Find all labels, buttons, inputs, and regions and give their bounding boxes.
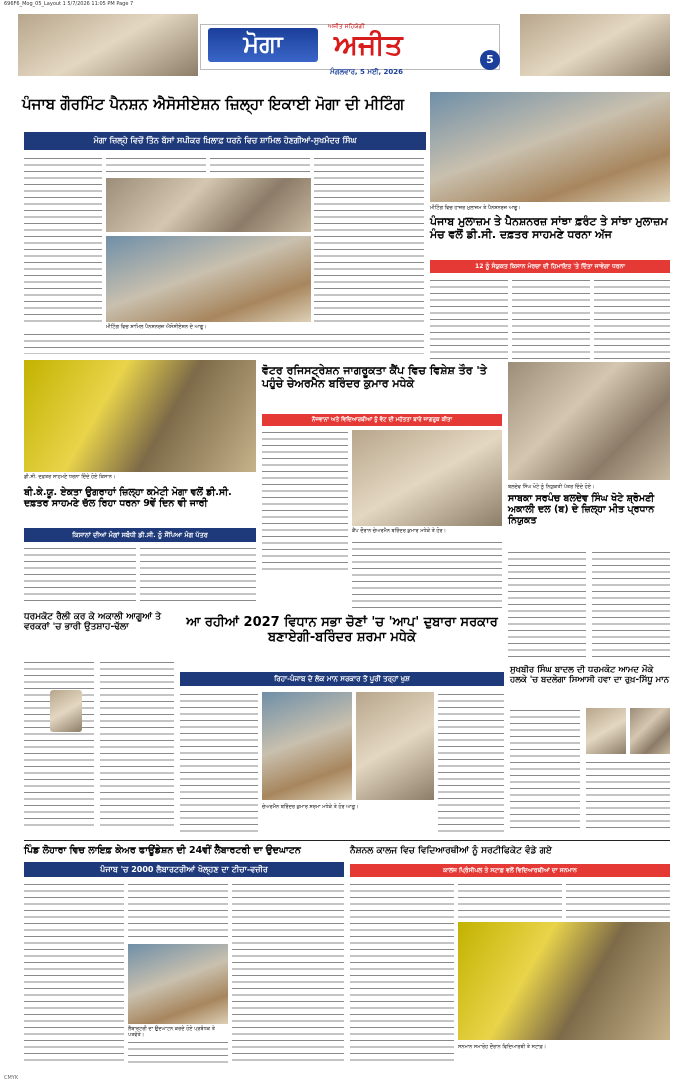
sarpanch-headline: ਸਾਬਕਾ ਸਰਪੰਚ ਬਲਦੇਵ ਸਿੰਘ ਖੋਟੇ ਸ਼੍ਰੋਮਣੀ ਅਕਾਲੀ ਦਲ (ਬ) ਦੇ ਜ਼ਿਲ੍ਹਾ ਮੀਤ ਪ੍ਰਧਾਨ ਨਿਯੁਕਤ [508,493,655,526]
bottom-left-caption: ਲੈਬਾਰਟਰੀ ਦਾ ਉਦਘਾਟਨ ਕਰਦੇ ਹੋਏ ਪ੍ਰਬੰਧਕ ਤੇ ਪਤਵੰਤੇ। [128,1026,215,1038]
voter-column-2 [352,540,502,610]
sarpanch-column-1 [508,550,586,660]
aap-caption: ਚੇਅਰਮੈਨ ਬਰਿੰਦਰ ਕੁਮਾਰ ਸ਼ਰਮਾ ਮਧੇਕੇ ਤੇ ਹੋਰ ਆਗੂ। [262,804,359,810]
right-top-column-3 [594,278,670,360]
right-top-column-2 [512,278,590,360]
sarpanch-caption: ਬਲਦੇਵ ਸਿੰਘ ਖੋਟੇ ਨੂੰ ਨਿਯੁਕਤੀ ਪੱਤਰ ਦਿੰਦੇ ਹੋਏ। [508,484,595,490]
farmers-column-1 [24,546,136,606]
aap-headline: ਆ ਰਹੀਆਂ 2027 ਵਿਧਾਨ ਸਭਾ ਚੋਣਾਂ 'ਚ 'ਆਪ' ਦੁਬਾਰਾ ਸਰਕਾਰ ਬਣਾਏਗੀ-ਬਰਿੰਦਰ ਸ਼ਰਮਾ ਮਧੇਕੇ [186,615,498,645]
dharamkot-column-2 [100,660,174,830]
masthead-tagline: ਅਜੀਤ ਸਹਿਯੋਗੀ [328,23,365,30]
voter-caption: ਕੈਂਪ ਦੌਰਾਨ ਚੇਅਰਮੈਨ ਬਰਿੰਦਰ ਕੁਮਾਰ ਮਧੇਕੇ ਤੇ ਹੋਰ। [352,528,446,534]
bottom-right-subhead: ਕਾਲਜ ਪ੍ਰਿੰਸੀਪਲ ਤੇ ਸਟਾਫ਼ ਵਲੋਂ ਵਿਦਿਆਰਥੀਆਂ ਦਾ ਸਨਮਾਨ [350,864,670,877]
farmers-column-2 [140,546,256,606]
voter-photo [352,430,502,526]
lead-column-3 [210,156,310,174]
bottom-right-column-1 [350,882,454,1066]
farmers-photo [24,360,256,472]
sukhbir-column-1 [510,708,580,832]
right-top-headline: ਪੰਜਾਬ ਮੁਲਾਜ਼ਮ ਤੇ ਪੈਨਸ਼ਨਰਜ਼ ਸਾਂਝਾ ਫ਼ਰੰਟ ਤੇ ਸਾਂਝਾ ਮੁਲਾਜ਼ਮ ਮੰਚ ਵਲੋਂ ਡੀ.ਸੀ. ਦਫ਼ਤਰ ਸਾਹਮਣੇ ਧਰਨਾ ਅੱਜ [430,215,668,241]
bottom-left-column-1 [24,882,124,1066]
aap-column-1 [180,692,258,832]
aap-subhead: ਰਿਹਾ-ਪੰਜਾਬ ਦੇ ਲੋਕ ਮਾਨ ਸਰਕਾਰ ਤੋਂ ਪੂਰੀ ਤਰ੍ਹਾਂ ਖੁਸ਼ [180,672,504,686]
bottom-left-column-4 [128,1040,228,1066]
lead-photo-1 [106,178,311,232]
lead-photo-2 [106,236,311,322]
masthead-left-photo [18,14,198,76]
page-number-badge: 5 [480,50,500,70]
aap-photo-2 [356,692,434,800]
masthead-paper-name: ਅਜੀਤ [334,28,403,61]
right-top-subhead: 12 ਨੂੰ ਸੰਯੁਕਤ ਕਿਸਾਨ ਮੋਰਚਾ ਦੀ ਹਿਮਾਇਤ 'ਤੇ ਦਿੱਤਾ ਜਾਵੇਗਾ ਧਰਨਾ [430,260,670,273]
right-top-caption: ਮੀਟਿੰਗ ਵਿਚ ਹਾਜ਼ਰ ਮੁਲਾਜ਼ਮ ਤੇ ਪੈਨਸ਼ਨਰਜ਼ ਆਗੂ। [430,205,521,211]
bottom-left-photo [128,944,228,1024]
sarpanch-photo [508,362,670,480]
lead-column-2 [106,156,206,174]
bottom-left-column-2 [128,882,228,940]
lead-headline: ਪੰਜਾਬ ਗੌਰਮਿੰਟ ਪੈਨਸ਼ਨ ਐਸੋਸੀਏਸ਼ਨ ਜ਼ਿਲ੍ਹਾ ਇਕਾਈ ਮੋਗਾ ਦੀ ਮੀਟਿੰਗ [22,95,405,113]
masthead-right-photo [520,14,670,76]
dharamkot-column-1 [24,660,94,830]
bottom-right-photo [458,922,670,1040]
voter-subhead: ਨੌਜਵਾਨਾਂ ਅਤੇ ਵਿਦਿਆਰਥੀਆਂ ਨੂੰ ਵੋਟ ਦੀ ਮਹੱਤਤਾ ਬਾਰੇ ਜਾਗਰੂਕ ਕੀਤਾ [262,414,502,426]
lead-subhead: ਮੋਗਾ ਜ਼ਿਲ੍ਹੇ ਵਿਚੋਂ ਤਿੰਨ ਬੱਸਾਂ ਸਪੀਕਰ ਖ਼ਿਲਾਫ਼ ਧਰਨੇ ਵਿਚ ਸ਼ਾਮਿਲ ਹੋਣਗੀਆਂ-ਸੁਖਮੰਦਰ ਸਿੰਘ [24,132,426,150]
aap-photo-1 [262,692,352,800]
farmers-caption: ਡੀ.ਸੀ. ਦਫ਼ਤਰ ਸਾਹਮਣੇ ਧਰਨਾ ਦਿੰਦੇ ਹੋਏ ਕਿਸਾਨ। [24,474,116,480]
bottom-left-headline: ਪਿੰਡ ਲੋਹਾਰਾ ਵਿਚ ਲਾਇਫ਼ ਕੇਅਰ ਫਾਊਂਡੇਸ਼ਨ ਦੀ 24ਵੀਂ ਲੈਬਾਰਟਰੀ ਦਾ ਉਦਘਾਟਨ [24,845,301,856]
bottom-left-subhead: ਪੰਜਾਬ 'ਚ 2000 ਲੈਬਾਰਟਰੀਆਂ ਖੋਲ੍ਹਣ ਦਾ ਟੀਚਾ-ਵਜ਼ੀਰ [24,862,344,877]
print-color-strip: CMYK [4,1075,19,1081]
lead-column-4 [314,156,424,326]
masthead [0,8,687,86]
masthead-city: ਮੋਗਾ [243,30,283,58]
masthead-date: ਮੰਗਲਵਾਰ, 5 ਮਈ, 2026 [330,68,404,76]
dharamkot-headline: ਧਰਮਕੋਟ ਰੈਲੀ ਕਰ ਕੇ ਅਕਾਲੀ ਆਗੂਆਂ ਤੇ ਵਰਕਰਾਂ 'ਚ ਭਾਰੀ ਉਤਸ਼ਾਹ-ਢੱਲਾ [24,612,161,633]
right-top-photo [430,92,670,202]
lead-bottom-text [24,332,424,354]
bottom-left-column-3 [232,882,344,1066]
voter-headline: ਵੋਟਰ ਰਜਿਸਟ੍ਰੇਸ਼ਨ ਜਾਗਰੂਕਤਾ ਕੈਂਪ ਵਿਚ ਵਿਸ਼ੇਸ਼ ਤੌਰ 'ਤੇ ਪਹੁੰਚੇ ਚੇਅਰਮੈਨ ਬਰਿੰਦਰ ਕੁਮਾਰ ਮਧੇਕੇ [262,364,487,390]
section-divider [24,840,670,841]
dharamkot-portrait [50,690,82,732]
lead-photo-caption: ਮੀਟਿੰਗ ਵਿਚ ਸ਼ਾਮਿਲ ਪੈਨਸ਼ਨਰਜ਼ ਐਸੋਸੀਏਸ਼ਨ ਦੇ ਆਗੂ। [106,324,207,330]
farmers-subhead: ਕਿਸਾਨਾਂ ਦੀਆਂ ਮੰਗਾਂ ਸਬੰਧੀ ਡੀ.ਸੀ. ਨੂੰ ਸੌਂਪਿਆ ਮੰਗ ਪੱਤਰ [24,528,256,542]
voter-column-1 [262,430,348,570]
sarpanch-column-2 [592,550,670,660]
sukhbir-portrait-2 [630,708,670,754]
bottom-right-column-2 [458,882,562,918]
aap-column-2 [438,692,504,832]
sukhbir-column-2 [586,760,670,832]
bottom-right-headline: ਨੈਸ਼ਨਲ ਕਾਲਜ ਵਿਚ ਵਿਦਿਆਰਥੀਆਂ ਨੂੰ ਸਰਟੀਫਿਕੇਟ ਵੰਡੇ ਗਏ [350,846,552,856]
right-top-column-1 [430,278,508,360]
sukhbir-portrait-1 [586,708,626,754]
lead-column-1 [24,156,102,326]
sukhbir-headline: ਸੁਖਬੀਰ ਸਿੰਘ ਬਾਦਲ ਦੀ ਧਰਮਕੋਟ ਆਮਦ ਮੌਕੇ ਹਲਕੇ 'ਚ ਬਦਲੇਗਾ ਸਿਆਸੀ ਹਵਾ ਦਾ ਰੁਖ਼-ਸਿੱਧੂ ਮਾਨ [510,665,670,685]
bottom-right-caption: ਸਨਮਾਨ ਸਮਾਰੋਹ ਦੌਰਾਨ ਵਿਦਿਆਰਥੀ ਤੇ ਸਟਾਫ਼। [458,1044,547,1050]
print-meta-strip: 696F6_Mog_05_Layout 1 5/7/2026 11:05 PM Page 7 [4,1,134,7]
farmers-headline: ਬੀ.ਕੇ.ਯੂ. ਏਕਤਾ ਉਗਰਾਹਾਂ ਜ਼ਿਲ੍ਹਾ ਕਮੇਟੀ ਮੋਗਾ ਵਲੋਂ ਡੀ.ਸੀ. ਦਫ਼ਤਰ ਸਾਹਮਣੇ ਚੱਲ ਰਿਹਾ ਧਰਨਾ 9ਵੇਂ ਦਿਨ ਵੀ ਜਾਰੀ [24,487,232,509]
bottom-right-column-3 [566,882,670,918]
